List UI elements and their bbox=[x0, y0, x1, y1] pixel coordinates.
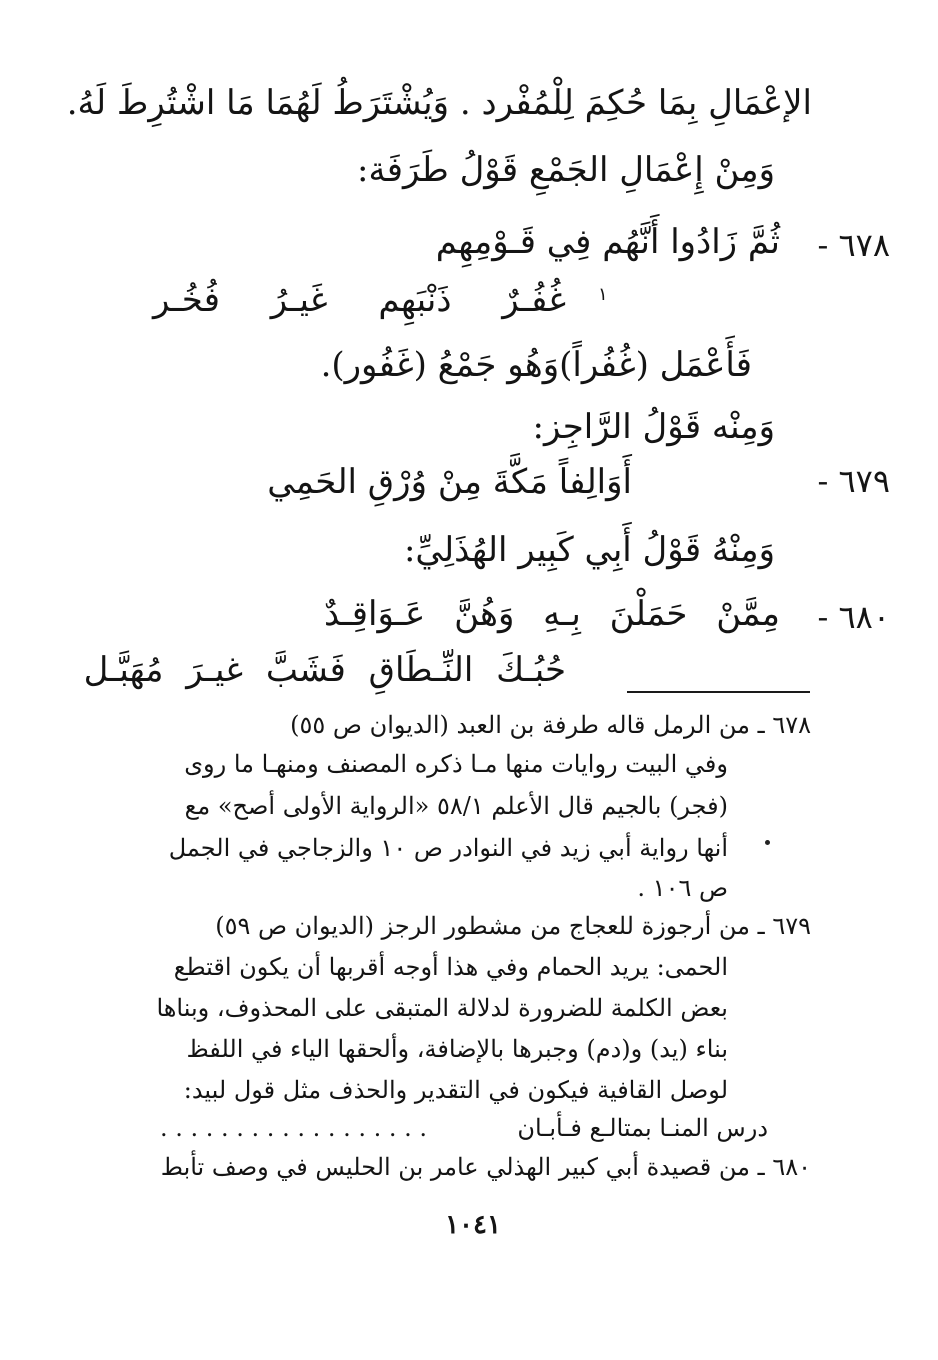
verse-680-hemistich-1: مِمَّنْ حَمَلْنَ بِـهِ وَهُنَّ عَـوَاقِـدٌ bbox=[324, 594, 780, 634]
main-text-line-5: وَمِنْهُ قَوْلُ أَبِي كَبِير الهُذَلِيِّ: bbox=[403, 530, 775, 570]
footnote-678-line-5: ص ١٠٦ . bbox=[637, 874, 728, 902]
footnote-678-line-1: ٦٧٨ ـ من الرمل قاله طرفة بن العبد (الديوان ص ٥٥) bbox=[290, 711, 811, 739]
verse-678-hemistich-1: ثُمَّ زَادُوا أَنَّهُم فِي قَـوْمِهِم bbox=[435, 222, 780, 262]
footnote-679-line-2: الحمى: يريد الحمام وفي هذا أوجه أقربها أن يكون اقتطع bbox=[173, 953, 728, 981]
verse-number-679: ٦٧٩ - bbox=[817, 462, 890, 500]
verse-678-hemistich-2: غُفُـرٌ ذَنْبَهِم غَيـرُ فُخُـر bbox=[153, 280, 566, 320]
footnote-679-line-6: درس المنـا بمتالـع فـأبـان bbox=[517, 1114, 768, 1142]
main-text-line-4: وَمِنْه قَوْلُ الرَّاجِز: bbox=[532, 407, 775, 447]
page-number: ١٠٤١ bbox=[445, 1210, 501, 1240]
footnote-679-ellipsis: . . . . . . . . . . . . . . . . . . bbox=[160, 1114, 428, 1142]
verse-679-hemistich-1: أَوَالِفاً مَكَّةَ مِنْ وُرْقِ الحَمِي bbox=[267, 462, 632, 502]
footnote-679-line-5: لوصل القافية فيكون في التقدير والحذف مثل قول لبيد: bbox=[183, 1076, 728, 1104]
footnote-680-line-1: ٦٨٠ ـ من قصيدة أبي كبير الهذلي عامر بن الحليس في وصف تأبط bbox=[160, 1153, 811, 1181]
main-text-line-3: فَأَعْمَل (غُفُراً)وَهُو جَمْعُ (غَفُور). bbox=[320, 345, 752, 385]
verse-number-678: ٦٧٨ - bbox=[817, 226, 890, 264]
main-text-line-2: وَمِنْ إِعْمَالِ الجَمْعِ قَوْلُ طَرَفَة: bbox=[357, 150, 775, 190]
verse-678-footnote-mark: ١ bbox=[598, 284, 608, 305]
footnote-679-line-3: بعض الكلمة للضرورة لدلالة المتبقى على المحذوف، وبناها bbox=[156, 994, 728, 1022]
footnote-separator bbox=[627, 691, 810, 693]
verse-number-680: ٦٨٠ - bbox=[817, 598, 890, 636]
footnote-678-line-3: (فجر) بالجيم قال الأعلم ٥٨/١ «الرواية الأولى أصح» مع bbox=[184, 792, 728, 820]
footnote-679-line-1: ٦٧٩ ـ من أرجوزة للعجاج من مشطور الرجز (الديوان ص ٥٩) bbox=[215, 912, 811, 940]
margin-dot bbox=[765, 840, 770, 845]
footnote-678-line-4: أنها رواية أبي زيد في النوادر ص ١٠ والزجاجي في الجمل bbox=[168, 834, 728, 862]
main-text-line-1: الإعْمَالِ بِمَا حُكِمَ لِلْمُفْرد . وَيُشْتَرَطُ لَهُمَا مَا اشْتُرِطَ لَهُ. bbox=[66, 83, 812, 123]
footnote-679-line-4: بناء (يد) و(دم) وجبرها بالإضافة، وألحقها الياء في اللفظ bbox=[186, 1035, 728, 1063]
footnote-678-line-2: وفي البيت روايات منها مـا ذكره المصنف ومنهـا ما روى bbox=[184, 750, 728, 778]
verse-680-hemistich-2: حُبُـكَ النِّـطَاقِ فَشَبَّ غيـرَ مُهَبَّـل bbox=[83, 650, 566, 690]
